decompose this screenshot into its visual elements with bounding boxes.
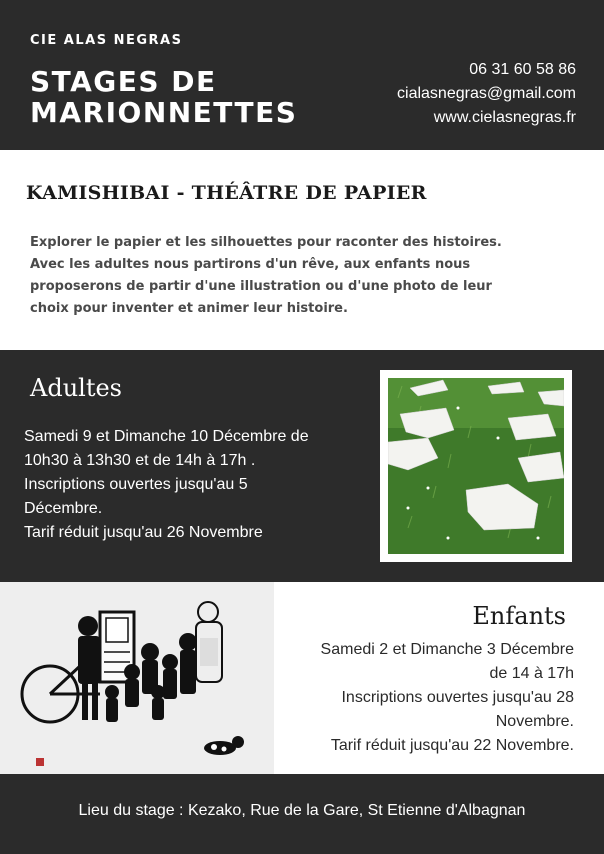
page-title — [30, 66, 297, 128]
adultes-line: 10h30 à 13h30 et de 14h à 17h . — [24, 452, 256, 469]
grass-paper-image — [388, 378, 564, 554]
intro-paragraph — [30, 232, 570, 320]
intro-section — [0, 150, 604, 350]
intro-line: Explorer le papier et les silhouettes pour raconter des histoires. — [30, 235, 502, 250]
website-url: www.cielasnegras.fr — [433, 109, 576, 126]
intro-line: proposerons de partir d'une illustration ou d'une photo de leur — [30, 279, 492, 294]
adultes-title: Adultes — [30, 374, 122, 402]
enfants-line: Inscriptions ouvertes jusqu'au 28 — [341, 689, 574, 706]
enfants-line: Samedi 2 et Dimanche 3 Décembre — [320, 641, 574, 658]
enfants-line: Tarif réduit jusqu'au 22 Novembre. — [330, 737, 574, 754]
footer-band — [0, 774, 604, 854]
header-band — [0, 0, 604, 150]
enfants-section — [274, 582, 604, 774]
adultes-line: Samedi 9 et Dimanche 10 Décembre de — [24, 428, 309, 445]
kamishibai-drawing — [0, 582, 274, 774]
adultes-line: Décembre. — [24, 500, 103, 517]
kamishibai-illustration — [0, 582, 274, 774]
adultes-line: Tarif réduit jusqu'au 26 Novembre — [24, 524, 263, 541]
company-name: CIE ALAS NEGRAS — [30, 33, 183, 48]
enfants-line: Novembre. — [495, 713, 574, 730]
title-line-2: MARIONNETTES — [30, 96, 298, 129]
enfants-line: de 14 à 17h — [489, 665, 574, 682]
enfants-details — [274, 638, 574, 758]
contact-block — [397, 58, 576, 130]
intro-line: choix pour inventer et animer leur histoire. — [30, 301, 348, 316]
adultes-details — [24, 425, 354, 545]
adultes-line: Inscriptions ouvertes jusqu'au 5 — [24, 476, 248, 493]
paper-on-grass-photo — [380, 370, 572, 562]
intro-line: Avec les adultes nous partirons d'un rêve, aux enfants nous — [30, 257, 471, 272]
email-address: cialasnegras@gmail.com — [397, 85, 576, 102]
adultes-section — [0, 350, 604, 582]
title-line-1: STAGES DE — [30, 65, 217, 98]
enfants-title: Enfants — [472, 602, 566, 630]
location-text: Lieu du stage : Kezako, Rue de la Gare, St Etienne d'Albagnan — [78, 802, 526, 819]
intro-title: KAMISHIBAI - THÉÂTRE DE PAPIER — [26, 182, 427, 204]
phone-number: 06 31 60 58 86 — [469, 61, 576, 78]
